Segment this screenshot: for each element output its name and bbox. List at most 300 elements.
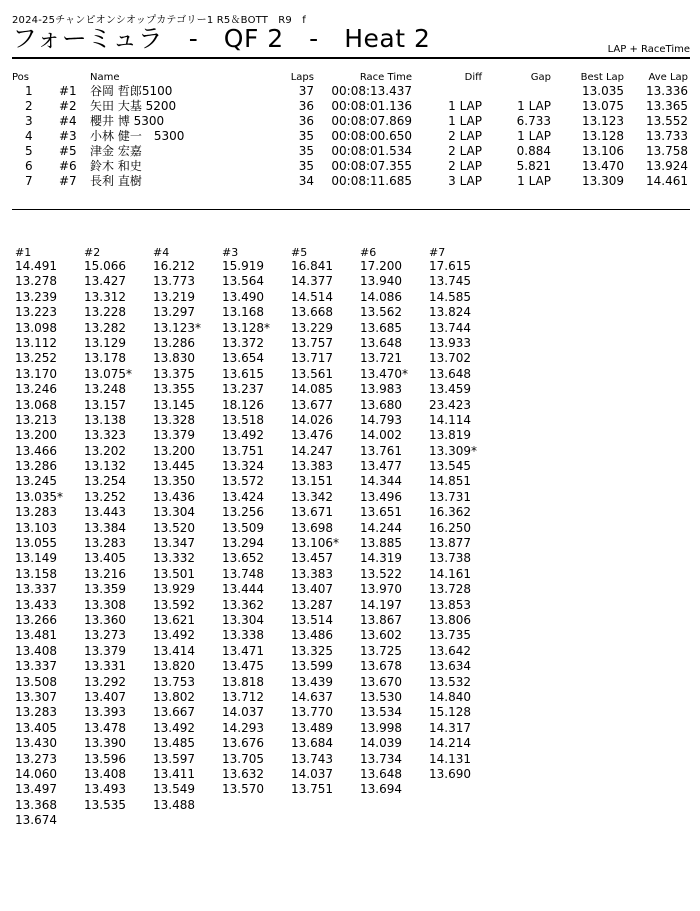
best-lap-cell: 13.470	[582, 159, 624, 173]
results-body	[12, 84, 692, 189]
lap-time: 13.690	[429, 766, 471, 781]
lap-time: 13.684	[291, 736, 333, 751]
lap-time: 13.372	[222, 335, 264, 350]
lap-time: 13.112	[15, 335, 57, 350]
result-row	[12, 129, 692, 144]
lap-time: 14.491	[15, 259, 57, 273]
lap-time: 13.325	[291, 643, 333, 658]
lap-column	[15, 246, 84, 828]
lap-time: 13.466	[15, 443, 57, 458]
lap-time: 13.621	[153, 612, 195, 627]
lap-time: 16.362	[429, 505, 471, 520]
lap-time: 13.278	[15, 274, 57, 289]
lap-time: 14.293	[222, 720, 264, 735]
lap-time: 13.266	[15, 612, 57, 627]
car-number-cell: #6	[59, 159, 77, 173]
lap-time: 13.229	[291, 320, 333, 335]
ave-lap-cell: 13.758	[646, 144, 688, 158]
lap-time: 13.407	[291, 582, 333, 597]
lap-time: 13.744	[429, 320, 471, 335]
lap-time: 13.350	[153, 474, 195, 489]
lap-time: 18.126	[222, 397, 264, 412]
lap-time: 13.323	[84, 428, 126, 443]
lap-time: 13.068	[15, 397, 57, 412]
lap-time: 14.037	[222, 705, 264, 720]
lap-time: 13.445	[153, 459, 195, 474]
lap-time: 13.347	[153, 536, 195, 551]
lap-time: 13.535	[84, 797, 126, 812]
lap-time: 13.252	[15, 351, 57, 366]
lap-time: 13.470*	[360, 366, 408, 381]
col-header-ave-lap: Ave Lap	[648, 72, 688, 83]
lap-time: 13.439	[291, 674, 333, 689]
diff-cell: 3 LAP	[448, 174, 482, 188]
result-row	[12, 159, 692, 174]
lap-time: 13.200	[15, 428, 57, 443]
lap-time: 14.247	[291, 443, 333, 458]
lap-time: 13.735	[429, 628, 471, 643]
lap-time: 23.423	[429, 397, 471, 412]
lap-time: 13.751	[291, 782, 333, 797]
lap-time: 13.237	[222, 382, 264, 397]
lap-time: 17.615	[429, 259, 471, 273]
lap-time: 13.998	[360, 720, 402, 735]
pos-cell: 2	[25, 99, 33, 113]
lap-time: 13.103	[15, 520, 57, 535]
ave-lap-cell: 14.461	[646, 174, 688, 188]
lap-time: 13.492	[153, 628, 195, 643]
race-time-cell: 00:08:01.534	[331, 144, 412, 158]
lap-time: 13.651	[360, 505, 402, 520]
lap-time: 13.471	[222, 643, 264, 658]
best-lap-cell: 13.075	[582, 99, 624, 113]
title-divider	[12, 57, 690, 59]
lap-time: 13.648	[429, 366, 471, 381]
lap-time: 13.648	[360, 766, 402, 781]
lap-time: 13.652	[222, 551, 264, 566]
lap-time: 13.405	[15, 720, 57, 735]
col-header-name: Name	[90, 72, 120, 83]
lap-column	[222, 246, 291, 828]
ave-lap-cell: 13.924	[646, 159, 688, 173]
lap-time: 16.841	[291, 259, 333, 273]
lap-time: 13.216	[84, 566, 126, 581]
lap-time: 13.252	[84, 489, 126, 504]
results-bottom-rule	[12, 209, 690, 210]
lap-time: 13.743	[291, 751, 333, 766]
lap-time: 13.228	[84, 305, 126, 320]
lap-time: 13.256	[222, 505, 264, 520]
lap-time: 14.317	[429, 720, 471, 735]
lap-time: 13.106*	[291, 536, 339, 551]
lap-time: 13.802	[153, 689, 195, 704]
diff-cell: 1 LAP	[448, 99, 482, 113]
lap-time: 13.648	[360, 335, 402, 350]
gap-cell: 1 LAP	[517, 129, 551, 143]
lap-time: 13.514	[291, 612, 333, 627]
lap-time: 13.331	[84, 659, 126, 674]
lap-time: 13.359	[84, 582, 126, 597]
lap-time: 13.294	[222, 536, 264, 551]
car-number-cell: #2	[59, 99, 77, 113]
lap-time: 13.411	[153, 766, 195, 781]
lap-time: 13.853	[429, 597, 471, 612]
lap-time: 14.085	[291, 382, 333, 397]
laps-cell: 37	[298, 84, 314, 98]
lap-time: 13.328	[153, 412, 195, 427]
driver-name-cell: 津金 宏嘉	[90, 144, 142, 158]
lap-column-header: #1	[15, 246, 32, 259]
lap-time: 13.545	[429, 459, 471, 474]
lap-time: 13.488	[153, 797, 195, 812]
lap-time: 13.509	[222, 520, 264, 535]
lap-time: 14.344	[360, 474, 402, 489]
lap-time: 13.564	[222, 274, 264, 289]
lap-time: 13.819	[429, 428, 471, 443]
lap-time: 13.599	[291, 659, 333, 674]
best-lap-cell: 13.106	[582, 144, 624, 158]
ave-lap-cell: 13.552	[646, 114, 688, 128]
car-number-cell: #4	[59, 114, 77, 128]
lap-time: 13.338	[222, 628, 264, 643]
lap-time: 13.877	[429, 536, 471, 551]
laps-cell: 34	[298, 174, 314, 188]
best-lap-cell: 13.128	[582, 129, 624, 143]
lap-time: 13.430	[15, 736, 57, 751]
diff-cell: 2 LAP	[448, 159, 482, 173]
lap-time: 13.477	[360, 459, 402, 474]
lap-time: 13.818	[222, 674, 264, 689]
lap-time: 13.168	[222, 305, 264, 320]
lap-time: 15.128	[429, 705, 471, 720]
lap-column-header: #2	[84, 246, 101, 259]
driver-name-cell: 小林 健一 5300	[90, 129, 185, 143]
best-lap-cell: 13.123	[582, 114, 624, 128]
lap-time: 17.200	[360, 259, 402, 273]
lap-time: 15.066	[84, 259, 126, 273]
lap-time: 13.520	[153, 520, 195, 535]
lap-time: 13.286	[153, 335, 195, 350]
lap-time: 13.820	[153, 659, 195, 674]
result-row	[12, 144, 692, 159]
lap-time: 13.694	[360, 782, 402, 797]
lap-time: 13.717	[291, 351, 333, 366]
car-number-cell: #5	[59, 144, 77, 158]
lap-time: 13.157	[84, 397, 126, 412]
race-time-cell: 00:08:01.136	[331, 99, 412, 113]
lap-time: 13.151	[291, 474, 333, 489]
lap-column	[360, 246, 429, 828]
lap-time: 13.522	[360, 566, 402, 581]
lap-time: 13.407	[84, 689, 126, 704]
lap-time: 13.098	[15, 320, 57, 335]
lap-time: 13.342	[291, 489, 333, 504]
lap-time: 13.213	[15, 412, 57, 427]
lap-time: 13.561	[291, 366, 333, 381]
lap-time: 13.368	[15, 797, 57, 812]
lap-time: 13.728	[429, 582, 471, 597]
lap-time: 16.250	[429, 520, 471, 535]
lap-time: 13.384	[84, 520, 126, 535]
lap-time: 13.379	[153, 428, 195, 443]
lap-time: 13.287	[291, 597, 333, 612]
lap-time: 13.202	[84, 443, 126, 458]
lap-time: 13.239	[15, 289, 57, 304]
lap-time: 14.086	[360, 289, 402, 304]
lap-time: 13.170	[15, 366, 57, 381]
lap-time: 14.840	[429, 689, 471, 704]
lap-time: 13.355	[153, 382, 195, 397]
lap-time: 14.002	[360, 428, 402, 443]
lap-time: 13.383	[291, 459, 333, 474]
lap-time: 13.885	[360, 536, 402, 551]
race-time-cell: 00:08:00.650	[331, 129, 412, 143]
lap-time: 13.738	[429, 551, 471, 566]
lap-time: 14.197	[360, 597, 402, 612]
car-number-cell: #7	[59, 174, 77, 188]
lap-time: 13.562	[360, 305, 402, 320]
lap-time: 13.678	[360, 659, 402, 674]
lap-column	[84, 246, 153, 828]
lap-time: 13.283	[15, 705, 57, 720]
result-row	[12, 84, 692, 99]
lap-time: 13.248	[84, 382, 126, 397]
results-table	[12, 72, 692, 189]
car-number-cell: #3	[59, 129, 77, 143]
ave-lap-cell: 13.733	[646, 129, 688, 143]
lap-time: 13.596	[84, 751, 126, 766]
col-header-diff: Diff	[464, 72, 482, 83]
pos-cell: 1	[25, 84, 33, 98]
lap-time: 13.297	[153, 305, 195, 320]
lap-time: 13.273	[84, 628, 126, 643]
lap-time: 13.532	[429, 674, 471, 689]
lap-time: 13.677	[291, 397, 333, 412]
lap-time: 13.138	[84, 412, 126, 427]
lap-time: 13.436	[153, 489, 195, 504]
diff-cell: 2 LAP	[448, 129, 482, 143]
lap-time: 14.131	[429, 751, 471, 766]
col-header-gap: Gap	[530, 72, 551, 83]
lap-time: 13.128*	[222, 320, 270, 335]
race-time-cell: 00:08:11.685	[331, 174, 412, 188]
lap-time: 14.319	[360, 551, 402, 566]
lap-time: 14.026	[291, 412, 333, 427]
gap-cell: 5.821	[516, 159, 551, 173]
lap-time: 13.933	[429, 335, 471, 350]
car-number-cell: #1	[59, 84, 77, 98]
lap-time: 13.667	[153, 705, 195, 720]
lap-time: 13.459	[429, 382, 471, 397]
pos-cell: 6	[25, 159, 33, 173]
lap-time: 13.282	[84, 320, 126, 335]
lap-time: 13.497	[15, 782, 57, 797]
lap-time: 13.475	[222, 659, 264, 674]
lap-time: 13.312	[84, 289, 126, 304]
lap-time: 13.273	[15, 751, 57, 766]
lap-time: 16.212	[153, 259, 195, 273]
lap-time: 13.481	[15, 628, 57, 643]
lap-time: 14.377	[291, 274, 333, 289]
lap-time: 13.485	[153, 736, 195, 751]
lap-time: 13.337	[15, 659, 57, 674]
best-lap-cell: 13.035	[582, 84, 624, 98]
lap-time: 13.748	[222, 566, 264, 581]
lap-time: 13.824	[429, 305, 471, 320]
lap-time: 13.597	[153, 751, 195, 766]
lap-time: 13.668	[291, 305, 333, 320]
lap-time: 13.360	[84, 612, 126, 627]
lap-time: 13.324	[222, 459, 264, 474]
event-name: 2024-25チャンピオンシオップカテゴリー1 R5＆BOTT R9 f	[12, 15, 306, 26]
lap-column	[291, 246, 360, 828]
lap-column-header: #5	[291, 246, 308, 259]
lap-time: 13.292	[84, 674, 126, 689]
ave-lap-cell: 13.336	[646, 84, 688, 98]
lap-time: 13.332	[153, 551, 195, 566]
lap-time: 14.244	[360, 520, 402, 535]
lap-time: 13.493	[84, 782, 126, 797]
lap-time: 13.158	[15, 566, 57, 581]
lap-time: 13.615	[222, 366, 264, 381]
lap-time: 13.476	[291, 428, 333, 443]
laps-cell: 35	[298, 144, 314, 158]
lap-time: 13.444	[222, 582, 264, 597]
lap-time: 13.753	[153, 674, 195, 689]
lap-time: 13.307	[15, 689, 57, 704]
lap-time: 13.530	[360, 689, 402, 704]
lap-time: 13.283	[15, 505, 57, 520]
diff-cell: 1 LAP	[448, 114, 482, 128]
lap-time: 14.514	[291, 289, 333, 304]
driver-name-cell: 谷岡 哲郎5100	[90, 84, 173, 98]
lap-time: 13.178	[84, 351, 126, 366]
lap-time: 13.671	[291, 505, 333, 520]
lap-time: 13.362	[222, 597, 264, 612]
lap-time: 13.496	[360, 489, 402, 504]
lap-time: 14.214	[429, 736, 471, 751]
lap-time: 15.919	[222, 259, 264, 273]
gap-cell: 1 LAP	[517, 99, 551, 113]
lap-time: 13.725	[360, 643, 402, 658]
lap-time: 14.037	[291, 766, 333, 781]
lap-time: 13.200	[153, 443, 195, 458]
driver-name-cell: 櫻井 博 5300	[90, 114, 165, 128]
lap-time: 13.309*	[429, 443, 477, 458]
lap-time: 13.490	[222, 289, 264, 304]
driver-name-cell: 長利 直樹	[90, 174, 142, 188]
best-lap-cell: 13.309	[582, 174, 624, 188]
lap-time: 14.851	[429, 474, 471, 489]
lap-time: 13.383	[291, 566, 333, 581]
lap-time: 13.433	[15, 597, 57, 612]
lap-time: 13.337	[15, 582, 57, 597]
lap-time: 13.712	[222, 689, 264, 704]
lap-time: 13.283	[84, 536, 126, 551]
lap-time: 13.634	[429, 659, 471, 674]
lap-time: 13.770	[291, 705, 333, 720]
col-header-best-lap: Best Lap	[580, 72, 624, 83]
lap-time: 13.308	[84, 597, 126, 612]
lap-time: 13.572	[222, 474, 264, 489]
lap-time: 13.670	[360, 674, 402, 689]
lap-time: 13.035*	[15, 489, 63, 504]
lap-time: 13.632	[222, 766, 264, 781]
lap-time: 13.534	[360, 705, 402, 720]
lap-time: 13.304	[153, 505, 195, 520]
gap-cell: 0.884	[516, 144, 551, 158]
col-header-pos: Pos	[12, 72, 30, 83]
lap-time: 13.745	[429, 274, 471, 289]
lap-column-header: #3	[222, 246, 239, 259]
lap-time: 13.245	[15, 474, 57, 489]
lap-time: 13.806	[429, 612, 471, 627]
lap-time: 13.254	[84, 474, 126, 489]
pos-cell: 3	[25, 114, 33, 128]
lap-time: 13.721	[360, 351, 402, 366]
lap-time: 13.970	[360, 582, 402, 597]
lap-time: 13.304	[222, 612, 264, 627]
lap-time: 13.549	[153, 782, 195, 797]
lap-time: 13.486	[291, 628, 333, 643]
lap-time: 14.060	[15, 766, 57, 781]
diff-cell: 2 LAP	[448, 144, 482, 158]
lap-time: 13.734	[360, 751, 402, 766]
lap-column-header: #7	[429, 246, 446, 259]
pos-cell: 4	[25, 129, 33, 143]
lap-time: 13.705	[222, 751, 264, 766]
results-header-row	[12, 72, 692, 84]
lap-time: 13.055	[15, 536, 57, 551]
laps-cell: 36	[298, 114, 314, 128]
lap-time: 14.637	[291, 689, 333, 704]
race-time-cell: 00:08:07.869	[331, 114, 412, 128]
lap-time: 13.457	[291, 551, 333, 566]
lap-time: 13.145	[153, 397, 195, 412]
lap-time: 13.642	[429, 643, 471, 658]
lap-time: 14.039	[360, 736, 402, 751]
laps-cell: 35	[298, 159, 314, 173]
lap-time: 13.408	[15, 643, 57, 658]
lap-time: 13.508	[15, 674, 57, 689]
driver-name-cell: 矢田 大基 5200	[90, 99, 177, 113]
lap-time: 13.424	[222, 489, 264, 504]
lap-time: 13.602	[360, 628, 402, 643]
lap-time: 13.286	[15, 459, 57, 474]
lap-time: 13.702	[429, 351, 471, 366]
lap-time: 13.757	[291, 335, 333, 350]
gap-cell: 6.733	[516, 114, 551, 128]
lap-time: 13.501	[153, 566, 195, 581]
lap-time: 13.761	[360, 443, 402, 458]
lap-time: 13.132	[84, 459, 126, 474]
lap-time: 13.751	[222, 443, 264, 458]
lap-time: 13.390	[84, 736, 126, 751]
lap-time: 13.219	[153, 289, 195, 304]
page-title: フォーミュラ - QF 2 - Heat 2	[12, 24, 431, 53]
lap-time: 13.492	[153, 720, 195, 735]
lap-time: 13.929	[153, 582, 195, 597]
lap-time: 13.379	[84, 643, 126, 658]
lap-times-grid	[15, 246, 498, 828]
lap-time: 13.489	[291, 720, 333, 735]
lap-time: 13.731	[429, 489, 471, 504]
lap-time: 14.793	[360, 412, 402, 427]
lap-time: 13.405	[84, 551, 126, 566]
lap-time: 13.518	[222, 412, 264, 427]
lap-column-header: #6	[360, 246, 377, 259]
lap-column	[429, 246, 498, 828]
